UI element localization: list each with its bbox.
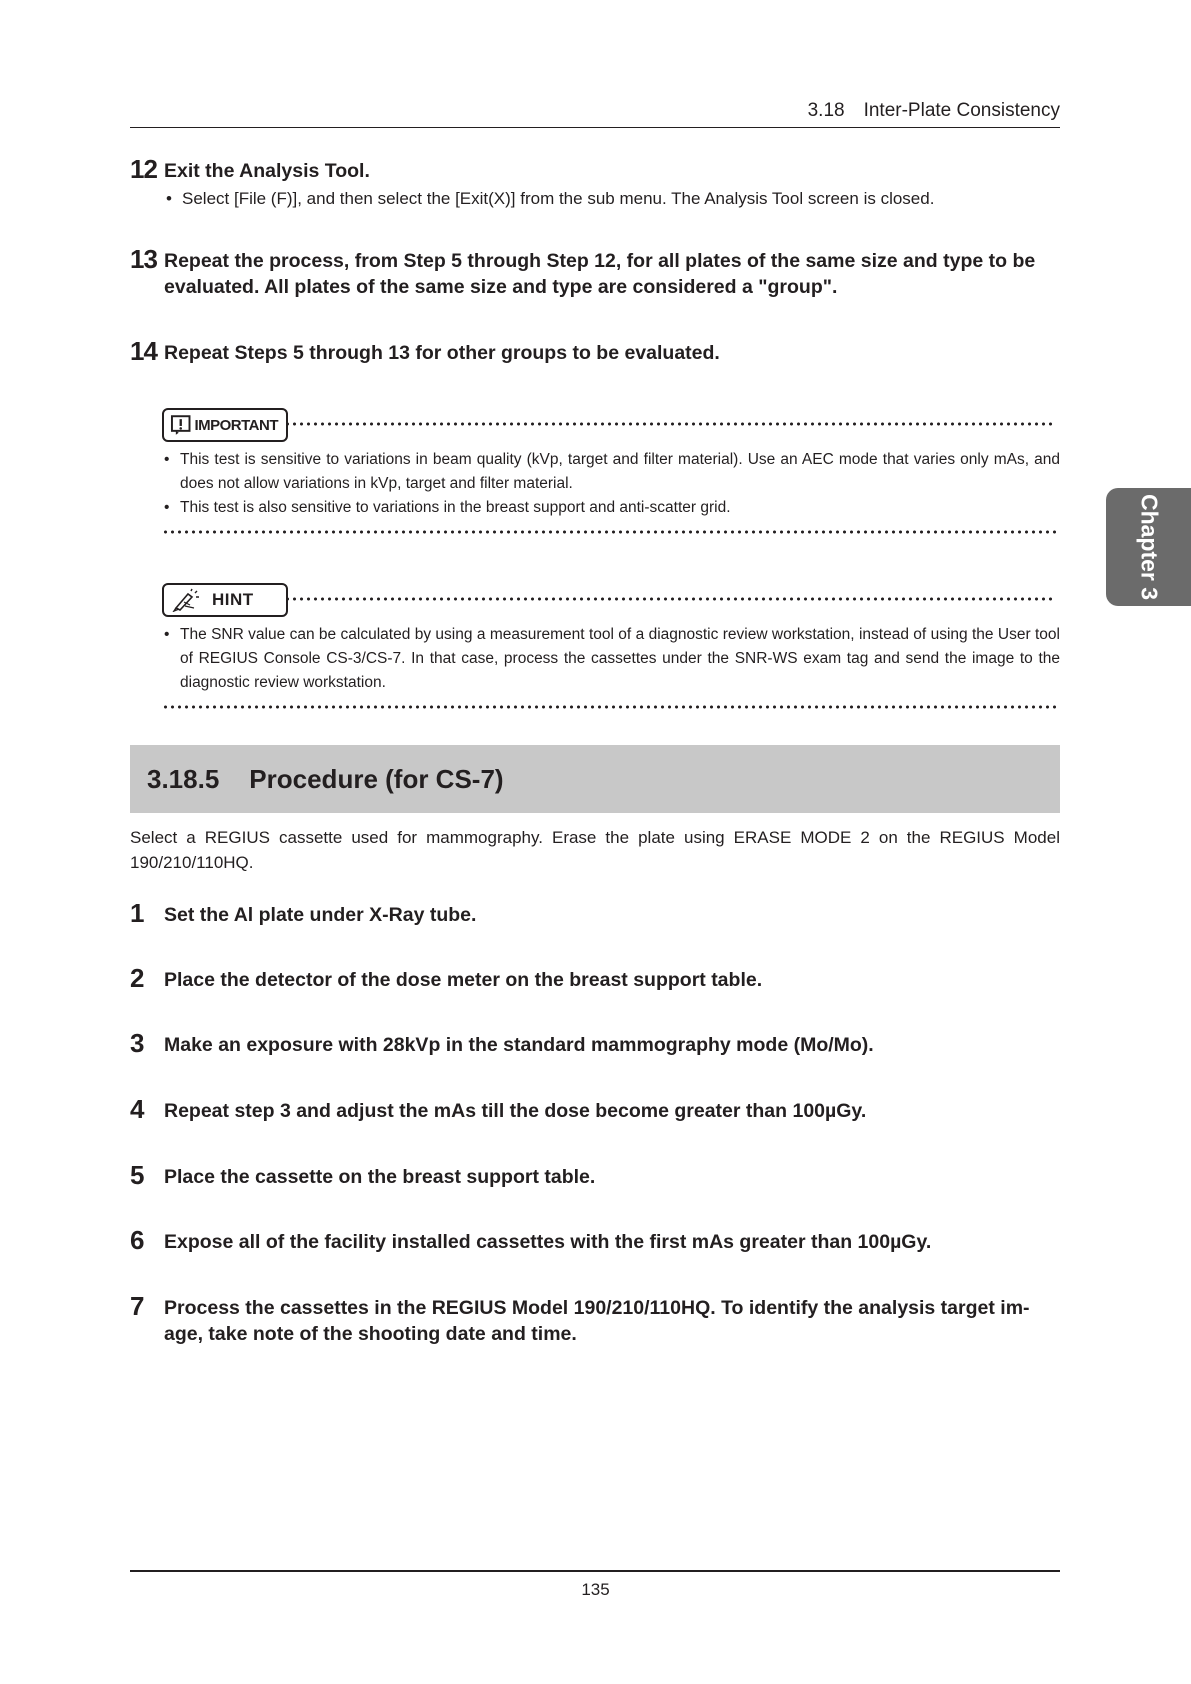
step-title: Set the Al plate under X-Ray tube.	[164, 904, 477, 926]
important-label-text: IMPORTANT	[194, 416, 278, 434]
section-title: Procedure (for CS-7)	[249, 763, 504, 794]
step-title: Make an exposure with 28kVp in the standard mammography mode (Mo/Mo).	[164, 1034, 874, 1056]
important-note	[162, 408, 1060, 534]
step-title: Repeat step 3 and adjust the mAs till the dose become greater than 100µGy.	[164, 1100, 867, 1122]
section-number: 3.18.5	[147, 763, 220, 794]
hint-label-text: HINT	[212, 590, 254, 609]
step-5	[130, 1160, 1060, 1190]
step-3	[130, 1028, 1060, 1058]
running-header: 3.18 Inter-Plate Consistency	[807, 100, 1060, 121]
important-item: • This test is also sensitive to variations in the breast support and anti-scatter grid.	[162, 496, 1060, 520]
bullet-text: • Select [File (F)], and then select the [Exit(X)] from the sub menu. The Analysis Tool screen is closed.	[164, 188, 1060, 210]
step-title: Process the cassettes in the REGIUS Model 190/210/110HQ. To identify the analysis target im-age, take note of the shooting date and time.	[164, 1297, 1030, 1345]
pen-hint-icon	[170, 588, 204, 612]
important-item: • This test is sensitive to variations in beam quality (kVp, target and filter material). Use an AEC mode that varies only mAs, and does not allow variations in kVp, target and filter material.	[162, 448, 1060, 496]
step-title: Repeat the process, from Step 5 through Step 12, for all plates of the same size and type to be evaluated. All plates of the same size and type are considered a "group".	[164, 250, 1036, 298]
step-12	[130, 154, 1060, 210]
step-number: 5	[130, 1160, 144, 1190]
step-title: Exit the Analysis Tool.	[164, 160, 370, 182]
step-title: Expose all of the facility installed cassettes with the first mAs greater than 100µGy.	[164, 1231, 932, 1253]
header-rule	[130, 127, 1060, 128]
step-number: 14	[130, 336, 157, 366]
footer-rule	[130, 1570, 1060, 1572]
step-number: 7	[130, 1291, 144, 1321]
dotted-rule	[284, 422, 1056, 426]
section-heading	[130, 745, 1060, 813]
important-items	[162, 448, 1060, 520]
step-1	[130, 898, 1060, 928]
chapter-tab[interactable]	[1106, 488, 1191, 606]
step-number: 3	[130, 1028, 144, 1058]
step-title: Place the detector of the dose meter on the breast support table.	[164, 969, 763, 991]
step-number: 2	[130, 963, 144, 993]
step-title: Repeat Steps 5 through 13 for other groups to be evaluated.	[164, 342, 720, 364]
chapter-tab-label: Chapter 3	[1136, 493, 1162, 601]
section-intro: Select a REGIUS cassette used for mammography. Erase the plate using ERASE MODE 2 on the REGIUS Model 190/210/110HQ.	[130, 828, 1060, 872]
hint-items	[162, 623, 1060, 695]
step-number: 1	[130, 898, 144, 928]
step-number: 12	[130, 154, 157, 184]
step-number: 13	[130, 244, 157, 274]
step-6	[130, 1225, 1060, 1255]
step-7	[130, 1291, 1060, 1347]
step-number: 4	[130, 1094, 144, 1124]
dotted-rule	[284, 597, 1056, 601]
dotted-rule	[162, 705, 1056, 709]
dotted-rule	[162, 530, 1056, 534]
step-2	[130, 963, 1060, 993]
step-13	[130, 244, 1060, 300]
page-number: 135	[581, 1580, 610, 1599]
hint-item: • The SNR value can be calculated by using a measurement tool of a diagnostic review workstation, instead of using the User tool of REGIUS Console CS-3/CS-7. In that case, process the cassettes under the SNR-WS exam tag and send the image to the diagnostic review workstation.	[162, 623, 1060, 695]
hint-label	[162, 583, 288, 617]
warning-book-icon	[170, 414, 191, 436]
important-label	[162, 408, 288, 442]
step-14	[130, 336, 1060, 366]
step-bullets	[164, 188, 1060, 210]
hint-note	[162, 583, 1060, 709]
step-number: 6	[130, 1225, 144, 1255]
step-4	[130, 1094, 1060, 1124]
step-title: Place the cassette on the breast support table.	[164, 1166, 596, 1188]
